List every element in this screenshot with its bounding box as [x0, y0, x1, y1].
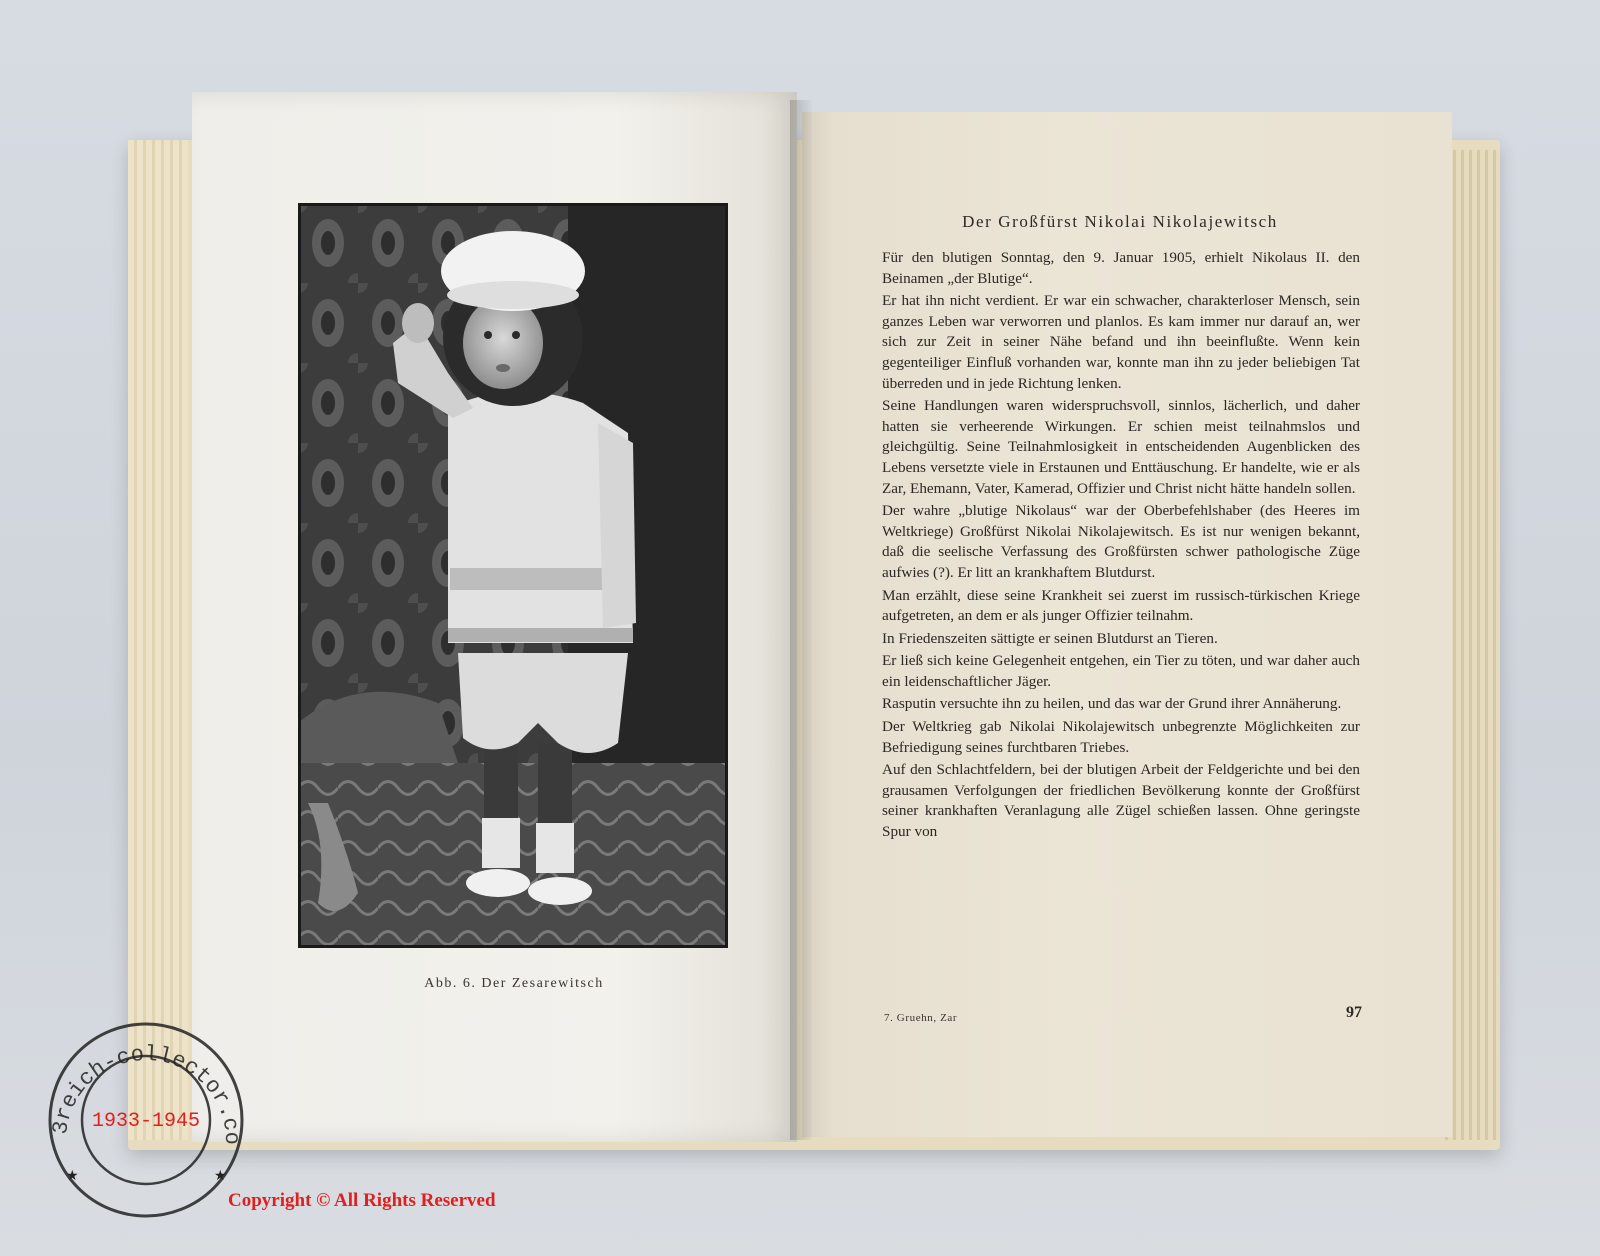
- paragraph: Er ließ sich keine Gelegenheit entgehen, ein Tier zu töten, und war daher auch ein leidenschaftlicher Jäger.: [882, 652, 1360, 690]
- footer-signature: 7. Gruehn, Zar: [884, 1012, 958, 1024]
- body-text: [882, 248, 1360, 845]
- paragraph: Der wahre „blutige Nikolaus“ war der Oberbefehlshaber (des Heeres im Weltkriege) Großfürst Nikolai Nikolajewitsch. Es ist nur wenigen bekannt, daß die seelische Verfassung des Großfürsten schwer pathologische Züge aufwies (?). Er litt an krankhaftem Blutdurst.: [882, 502, 1360, 581]
- paragraph: Der Weltkrieg gab Nikolai Nikolajewitsch unbegrenzte Möglichkeiten zur Befriedigung seines furchtbaren Triebes.: [882, 718, 1360, 756]
- paragraph: Er hat ihn nicht verdient. Er war ein schwacher, charakterloser Mensch, sein ganzes Leben war verworren und planlos. Es kam immer nur darauf an, wer sich zur Zeit in seiner Nähe befand und ihn beeinflußte. Wenn kein gegenteiliger Einfluß vorhanden war, konnte man ihn zu jeder beliebigen Tat überreden und in jede Richtung lenken.: [882, 292, 1360, 392]
- photograph-illustration: [298, 203, 728, 948]
- cover-edge-left: [128, 140, 188, 1140]
- svg-text:★: ★: [214, 1169, 227, 1184]
- running-head: Der Großfürst Nikolai Nikolajewitsch: [962, 212, 1278, 231]
- paragraph: Seine Handlungen waren widerspruchsvoll, sinnlos, lächerlich, und daher hatten sie verheerende Wirkungen. Er schien meist teilnahmslos und gleichgültig. Seine Teilnahmlosigkeit in entscheidenden Augenblicken des Lebens versetzte viele in Erstaunen und Enttäuschung. Er handelte, wie er als Zar, Ehemann, Vater, Kamerad, Offizier und Christ nicht hätte handeln sollen.: [882, 397, 1360, 497]
- paragraph: Auf den Schlachtfeldern, bei der blutigen Arbeit der Feldgerichte und bei den grausamen Verfolgungen der friedlichen Bevölkerung konnte der Großfürst seiner krankhaften Veranlagung alle Zügel schießen lassen. Ohne geringste Spur von: [882, 761, 1360, 841]
- svg-text:3reich-collector.com: 3reich-collector.co: [48, 1041, 245, 1146]
- paragraph: In Friedenszeiten sättigte er seinen Blutdurst an Tieren.: [882, 629, 1218, 647]
- page-number: 97: [1346, 1004, 1362, 1021]
- watermark-stamp-logo: [36, 1010, 256, 1230]
- zesarewitsch-photograph: [298, 203, 728, 948]
- paragraph: Für den blutigen Sonntag, den 9. Januar 1905, erhielt Nikolaus II. den Beinamen „der Blutige“.: [882, 249, 1360, 287]
- book-gutter: [790, 100, 812, 1140]
- copyright-notice: Copyright © All Rights Reserved: [228, 1190, 496, 1211]
- paragraph: Man erzählt, diese seine Krankheit sei zuerst im russisch-türkischen Kriege aufgetreten, an dem er als junger Offizier teilnahm.: [882, 586, 1360, 625]
- svg-text:1933-1945: 1933-1945: [91, 1110, 201, 1133]
- paragraph: Rasputin versuchte ihn zu heilen, und das war der Grund ihrer Annäherung.: [882, 695, 1342, 713]
- stamp-icon: [36, 1010, 256, 1230]
- photo-caption: Abb. 6. Der Zesarewitsch: [424, 976, 604, 991]
- svg-text:★: ★: [66, 1169, 79, 1184]
